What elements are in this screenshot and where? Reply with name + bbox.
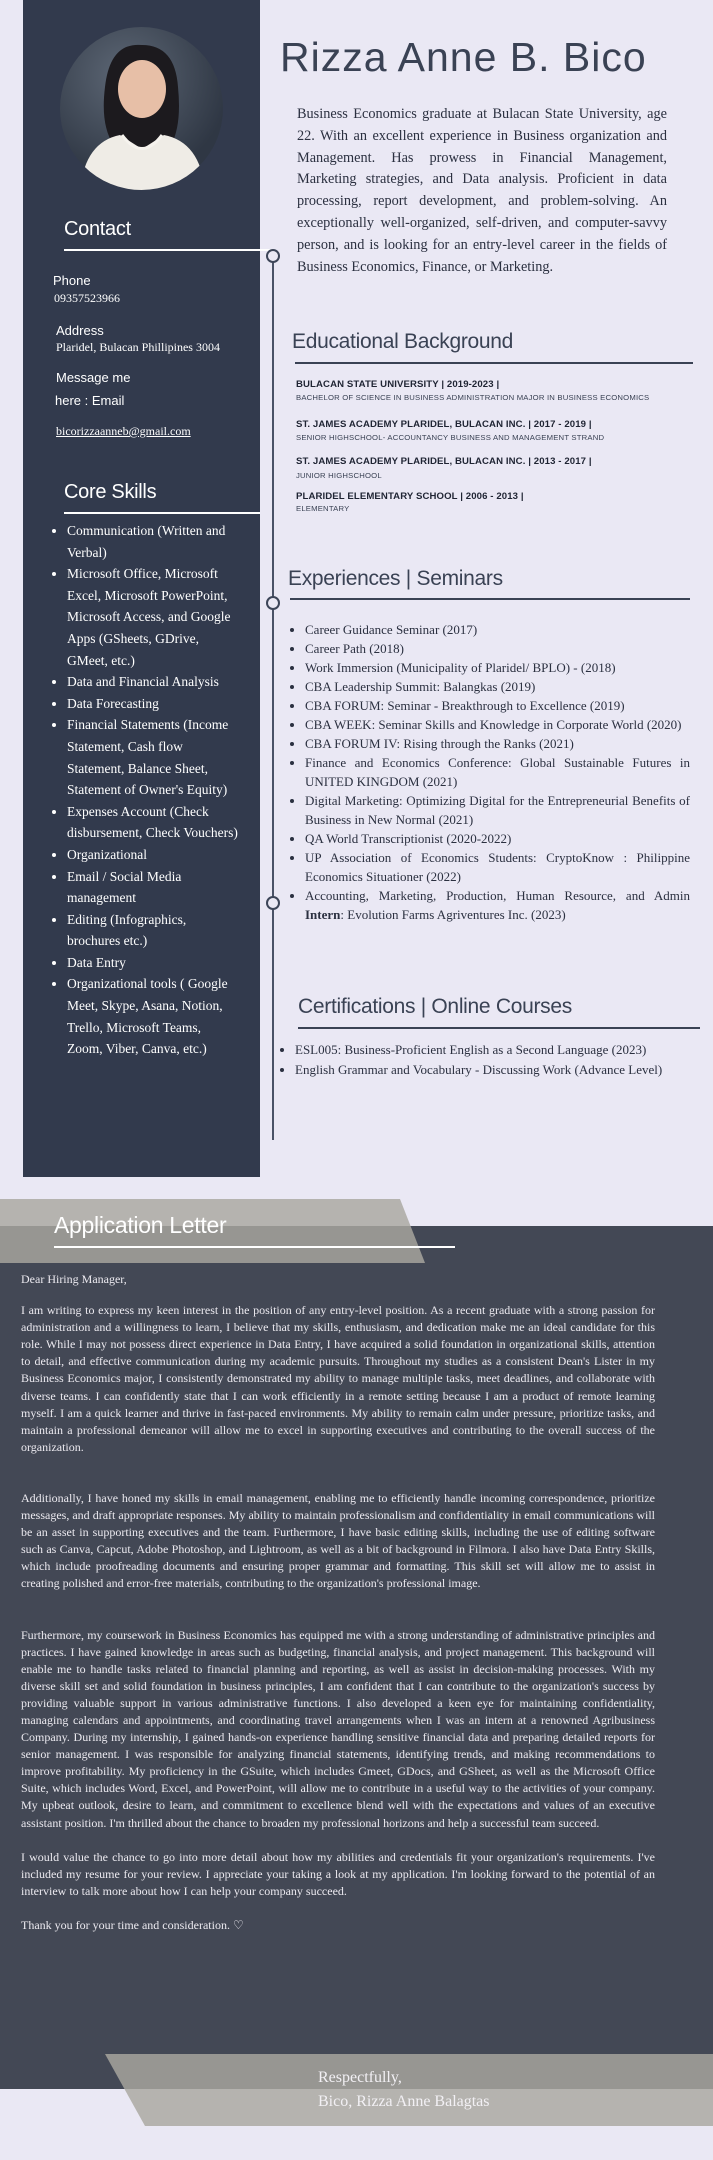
education-divider bbox=[295, 362, 693, 364]
skill-item: • Financial Statements (Income Statement, Cash flow Statement, Balance Sheet, Statement of Owner's Equity) bbox=[67, 714, 238, 800]
skill-item: • Data Entry bbox=[67, 952, 238, 974]
skill-item: • Organizational bbox=[67, 844, 238, 866]
candidate-name: Rizza Anne B. Bico bbox=[280, 34, 647, 80]
skill-item: • Communication (Written and Verbal) bbox=[67, 520, 238, 563]
education-school: BULACAN STATE UNIVERSITY | 2019-2023 | bbox=[296, 379, 500, 390]
certification-item: • English Grammar and Vocabulary - Discussing Work (Advance Level) bbox=[295, 1060, 681, 1080]
experiences-divider bbox=[290, 598, 690, 600]
experience-emphasis: Intern bbox=[305, 907, 341, 922]
experience-item: • Career Guidance Seminar (2017) bbox=[305, 620, 690, 639]
experience-item bbox=[305, 886, 690, 924]
phone-number[interactable]: 09357523966 bbox=[54, 291, 120, 305]
skill-item: • Email / Social Media management bbox=[67, 866, 238, 909]
timeline-dot-icon bbox=[266, 596, 280, 610]
education-school: ST. JAMES ACADEMY PLARIDEL, BULACAN INC. | 2017 - 2019 | bbox=[296, 419, 592, 430]
address-label: Address bbox=[56, 323, 104, 338]
core-skills-heading: Core Skills bbox=[64, 481, 157, 503]
certifications-heading: Certifications | Online Courses bbox=[298, 995, 572, 1018]
education-detail: SENIOR HIGHSCHOOL- ACCOUNTANCY BUSINESS AND MANAGEMENT STRAND bbox=[296, 433, 605, 442]
skill-item: • Microsoft Office, Microsoft Excel, Microsoft PowerPoint, Microsoft Access, and Google Apps (GSheets, GDrive, GMeet, etc.) bbox=[67, 563, 238, 671]
experience-text: Accounting, Marketing, Production, Human Resource, and Admin bbox=[305, 888, 690, 903]
letter-paragraph: I am writing to express my keen interest in the position of any entry-level position. As a recent graduate with a strong passion for administration and a willingness to learn, I believe that my skills, enthusiasm, and dedication make me an ideal candidate for this role. While I may not possess direct experience in Data Entry, I have acquired a solid foundation in organizational skills, attention to detail, and effective communication during my academic pursuits. Throughout my studies as a consistent Dean's Lister in my Business Economics major, I consistently demonstrated my ability to manage multiple tasks, meet deadlines, and collaborate with diverse teams. I can confidently state that I can work efficiently in a remote setting because I am a product of remote learning myself. I am a quick learner and thrive in fast-paced environments. My ability to remain calm under pressure, prioritize tasks, and maintain a professional demeanor will allow me to excel in supporting executives and contributing to the overall success of the organization. bbox=[21, 1303, 655, 1454]
portrait-image bbox=[60, 27, 223, 190]
timeline-dot-icon bbox=[266, 249, 280, 263]
skill-item: • Organizational tools ( Google Meet, Skype, Asana, Notion, Trello, Microsoft Teams, Zoom, Viber, Canva, etc.) bbox=[67, 973, 238, 1059]
core-skills-list bbox=[48, 520, 238, 1060]
letter-paragraph: Additionally, I have honed my skills in email management, enabling me to efficiently handle incoming correspondence, prioritize messages, and draft appropriate responses. My ability to maintain professionalism and confidentiality in email communications will be an asset in supporting executives and the team. Furthermore, I have basic editing skills, including the use of editing software such as Canva, Capcut, Adobe Photoshop, and Lightroom, as well as a bit of background in Filmora. I also have Data Entry Skills, which include proofreading documents and ensuring proper grammar and formatting. This skill set will allow me to assist in creating polished and error-free materials, contributing to the organization's professional image. bbox=[21, 1490, 655, 1591]
timeline-line bbox=[272, 256, 274, 1140]
experience-item: • QA World Transcriptionist (2020-2022) bbox=[305, 829, 690, 848]
certifications-divider bbox=[298, 1027, 700, 1029]
profile-summary: Business Economics graduate at Bulacan State University, age 22. With an excellent experience in Business organization and Management. Has prowess in Financial Management, Marketing strategies, and Data analysis. Proficient in data processing, report development, and problem-solving. An exceptionally well-organized, self-driven, and computer-savvy person, and is looking for an entry-level career in the fields of Business Economics, Finance, or Marketing. bbox=[297, 106, 667, 275]
experience-item: • Career Path (2018) bbox=[305, 639, 690, 658]
letter-body bbox=[21, 1271, 655, 1951]
address-value: Plaridel, Bulacan Phillipines 3004 bbox=[56, 340, 220, 354]
experience-item: • Work Immersion (Municipality of Plaridel/ BPLO) - (2018) bbox=[305, 658, 690, 677]
signature-block bbox=[318, 2066, 490, 2114]
contact-divider bbox=[64, 249, 274, 251]
contact-heading: Contact bbox=[64, 218, 131, 240]
skill-item: • Expenses Account (Check disbursement, Check Vouchers) bbox=[67, 801, 238, 844]
signature-name: Bico, Rizza Anne Balagtas bbox=[318, 2093, 490, 2110]
letter-heading: Application Letter bbox=[54, 1212, 227, 1238]
email-link[interactable]: bicorizzaanneb@gmail.com bbox=[56, 424, 191, 438]
letter-closing: Thank you for your time and consideration. ♡ bbox=[21, 1917, 244, 1932]
education-school: ST. JAMES ACADEMY PLARIDEL, BULACAN INC. | 2013 - 2017 | bbox=[296, 456, 592, 467]
experience-item: • CBA FORUM IV: Rising through the Ranks (2021) bbox=[305, 734, 690, 753]
skill-item: • Editing (Infographics, brochures etc.) bbox=[67, 909, 238, 952]
certifications-list bbox=[283, 1040, 681, 1079]
email-label: here : Email bbox=[55, 393, 125, 408]
skill-item: • Data and Financial Analysis bbox=[67, 671, 238, 693]
phone-label: Phone bbox=[53, 273, 91, 288]
experience-item: • CBA Leadership Summit: Balangkas (2019) bbox=[305, 677, 690, 696]
letter-paragraph: Furthermore, my coursework in Business Economics has equipped me with a strong understanding of administrative principles and practices. I have gained knowledge in areas such as budgeting, financial analysis, and project management. This background will enable me to handle tasks related to financial planning and reporting, as well as assist in decision-making processes. With my diverse skill set and solid foundation in business principles, I am confident that I can contribute to the organization's success by providing valuable support in various administrative functions. I also developed a keen eye for maintaining confidentiality, managing calendars and appointments, and coordinating travel arrangements when I was an intern at a renowned Agribusiness Company. During my internship, I gained hands-on experience handling sensitive financial data and preparing detailed reports for senior management. I was responsible for analyzing financial statements, identifying trends, and making recommendations to improve profitability. My proficiency in the GSuite, which includes Gmeet, GDocs, and GSheet, as well as the Microsoft Office Suite, which includes Word, Excel, and PowerPoint, will allow me to contribute in a useful way to the activities of your company. My upbeat outlook, desire to learn, and commitment to excellence blend well with the expectations and values of an executive assistant position. I'm thrilled about the chance to broaden my professional horizons and help a successful team succeed. bbox=[21, 1627, 655, 1830]
experiences-heading: Experiences | Seminars bbox=[288, 567, 503, 590]
message-label: Message me bbox=[56, 370, 131, 385]
education-heading: Educational Background bbox=[292, 330, 514, 353]
skill-item: • Data Forecasting bbox=[67, 693, 238, 715]
experience-item: • Finance and Economics Conference: Global Sustainable Futures in UNITED KINGDOM (2021) bbox=[305, 753, 690, 791]
experience-item: • UP Association of Economics Students: CryptoKnow : Philippine Economics Situationer (2022) bbox=[305, 848, 690, 886]
experience-item: • Digital Marketing: Optimizing Digital for the Entrepreneurial Benefits of Business in New Normal (2021) bbox=[305, 791, 690, 829]
core-skills-divider bbox=[64, 512, 260, 514]
profile-photo bbox=[60, 27, 223, 190]
letter-heading-divider bbox=[54, 1246, 455, 1248]
experience-text: : Evolution Farms Agriventures Inc. (2023) bbox=[340, 907, 566, 922]
education-detail: BACHELOR OF SCIENCE IN BUSINESS ADMINISTRATION MAJOR IN BUSINESS ECONOMICS bbox=[296, 393, 650, 402]
education-school: PLARIDEL ELEMENTARY SCHOOL | 2006 - 2013 | bbox=[296, 491, 524, 502]
experience-item: • CBA WEEK: Seminar Skills and Knowledge in Corporate World (2020) bbox=[305, 715, 690, 734]
letter-greeting: Dear Hiring Manager, bbox=[21, 1272, 127, 1286]
certification-item: • ESL005: Business-Proficient English as a Second Language (2023) bbox=[295, 1040, 681, 1060]
education-detail: ELEMENTARY bbox=[296, 504, 350, 513]
education-detail: JUNIOR HIGHSCHOOL bbox=[296, 471, 382, 480]
letter-paragraph: I would value the chance to go into more detail about how my abilities and credentials fit your organization's requirements. I've included my resume for your review. I appreciate your taking a look at my application. I'm looking forward to the potential of an interview to talk more about how I can help your company succeed. bbox=[21, 1849, 655, 1898]
experience-item: • CBA FORUM: Seminar - Breakthrough to Excellence (2019) bbox=[305, 696, 690, 715]
timeline-dot-icon bbox=[266, 896, 280, 910]
experiences-list bbox=[293, 620, 690, 924]
signoff: Respectfully, bbox=[318, 2069, 402, 2086]
